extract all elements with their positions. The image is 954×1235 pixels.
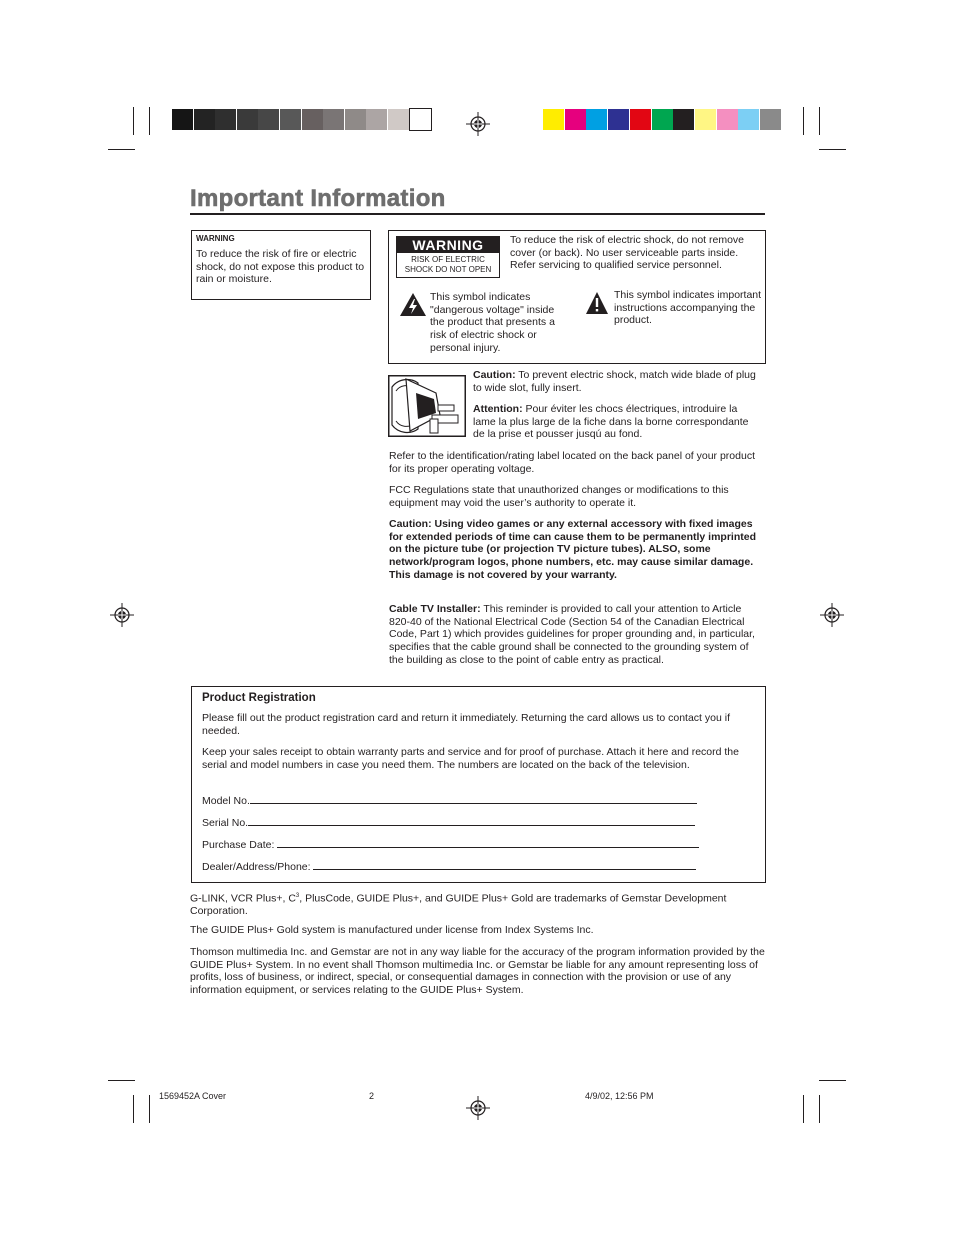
registration-mark-left (110, 603, 134, 627)
fcc-text: FCC Regulations state that unauthorized changes or modifications to this equipment may void the user’s authority to operate it. (389, 484, 729, 509)
color-swatch (673, 109, 694, 130)
risk-label: RISK OF ELECTRIC SHOCK DO NOT OPEN (404, 255, 492, 274)
gray-swatch (366, 109, 387, 130)
voltage-symbol-text: This symbol indicates "dangerous voltage" inside the product that presents a risk of electric shock or personal injury. (430, 291, 555, 354)
purchase-date-field[interactable] (202, 837, 699, 852)
license-text: The GUIDE Plus+ Gold system is manufactured under license from Index Systems Inc. (190, 924, 594, 936)
color-swatch (608, 109, 629, 130)
gray-swatch (194, 109, 215, 130)
risk-label-sticker (396, 236, 500, 278)
gray-swatch (410, 109, 431, 130)
purchase-date-label: Purchase Date: (202, 839, 278, 851)
video-games-caution: Caution: Using video games or any external accessory with fixed images for extended periods of time can cause them to be permanently imprinted on the picture tube (or projection TV picture tubes). ALSO, some network/program logos, phone numbers, etc. may cause similar damage. This damage is not covered by your warranty. (389, 518, 756, 581)
gray-swatch (302, 109, 323, 130)
shock-intro-text: To reduce the risk of electric shock, do not remove cover (or back). No user serviceable parts inside. Refer servicing to qualified service personnel. (510, 234, 745, 272)
color-swatch (543, 109, 564, 130)
plug-attention-text: Pour éviter les chocs électriques, introduire la lame la plus large de la fiche dans la borne correspondante de la prise et pousser jusqú au fond. (473, 403, 749, 441)
trademarks-text (190, 890, 765, 918)
gray-swatch (172, 109, 193, 130)
purchase-date-line[interactable] (277, 837, 699, 848)
plug-attention (473, 403, 763, 441)
registration-para2: Keep your sales receipt to obtain warranty parts and service and for proof of purchase. Attach it here and record the serial and model numbers in case you need them. The numbers are located on the back of the television. (202, 746, 739, 771)
slug-job-name: 1569452A Cover (159, 1091, 227, 1101)
gray-swatch (215, 109, 236, 130)
gray-swatch (323, 109, 344, 130)
plug-caution-text: To prevent electric shock, match wide blade of plug to wide slot, fully insert. (473, 369, 756, 394)
gray-swatch (237, 109, 258, 130)
title-rule (190, 213, 765, 215)
product-registration-box (191, 686, 766, 883)
gray-swatch (280, 109, 301, 130)
gray-swatch (388, 109, 409, 130)
warning-label: WARNING (397, 237, 499, 253)
slug-date: 4/9/02, 12:56 PM (585, 1091, 654, 1101)
color-swatch (565, 109, 586, 130)
exclamation-triangle-icon (585, 291, 609, 315)
registration-mark-right (820, 603, 844, 627)
liability-text: Thomson multimedia Inc. and Gemstar are not in any way liable for the accuracy of the program information provided by the GUIDE Plus+ System. In no event shall Thomson multimedia Inc. or Gemstar be liable for any amount representing loss of profits, loss of business, or indirect, special, or consequential damages in connection with the provision or use of any information equipment, or services relating to the GUIDE Plus+ System. (190, 946, 765, 997)
moisture-warning-box (191, 230, 371, 300)
cable-installer-label: Cable TV Installer: (389, 603, 481, 615)
color-swatch (760, 109, 781, 130)
lightning-triangle-icon (399, 292, 427, 317)
trademarks-superscript: 3 (295, 893, 300, 899)
color-swatch (652, 109, 673, 130)
registration-para1: Please fill out the product registration card and return it immediately. Returning the card allows us to contact you if needed. (202, 712, 730, 737)
plug-attention-label: Attention: (473, 403, 523, 415)
color-swatch (630, 109, 651, 130)
model-number-field[interactable] (202, 793, 697, 808)
dealer-label: Dealer/Address/Phone: (202, 861, 314, 873)
warning-text: To reduce the risk of fire or electric shock, do not expose this product to rain or moisture. (196, 248, 365, 286)
shock-warning-box (388, 230, 766, 364)
color-swatch (717, 109, 738, 130)
plug-caution (473, 369, 763, 394)
color-swatch (695, 109, 716, 130)
cable-installer-body: This reminder is provided to call your attention to Article 820-40 of the National Electrical Code (Section 54 of the Canadian Electrical Code, Part 1) which provides guidelines for proper grounding and, in particular, specifies that the cable ground shall be connected to the grounding system of the building as close to the point of cable entry as practical. (389, 603, 755, 666)
cable-installer-text (389, 603, 765, 667)
serial-number-field[interactable] (202, 815, 695, 830)
trademarks-text-b: , PlusCode, GUIDE Plus+, and GUIDE Plus+ Gold are trademarks of Gemstar Development Corporation. (190, 892, 727, 918)
rating-label-text: Refer to the identification/rating label located on the back panel of your product for its proper operating voltage. (389, 450, 755, 475)
dealer-line[interactable] (313, 859, 696, 870)
trademarks-text-a: G-LINK, VCR Plus+, C (190, 892, 296, 905)
registration-mark-top (466, 112, 490, 136)
color-swatch (738, 109, 759, 130)
model-number-label: Model No. (202, 795, 250, 807)
serial-number-label: Serial No. (202, 817, 249, 829)
color-swatch (586, 109, 607, 130)
exclamation-symbol-text: This symbol indicates important instructions accompanying the product. (614, 289, 762, 327)
gray-swatch (258, 109, 279, 130)
page-title: Important Information (190, 185, 446, 212)
slug-page-number: 2 (369, 1091, 375, 1101)
model-number-line[interactable] (250, 793, 697, 804)
plug-caution-label: Caution: (473, 369, 516, 381)
registration-heading: Product Registration (202, 692, 316, 704)
serial-number-line[interactable] (248, 815, 695, 826)
warning-heading: WARNING (196, 234, 235, 243)
gray-swatch (345, 109, 366, 130)
dealer-field[interactable] (202, 859, 696, 874)
polarized-plug-illustration (388, 375, 466, 437)
registration-mark-bottom (466, 1096, 490, 1120)
